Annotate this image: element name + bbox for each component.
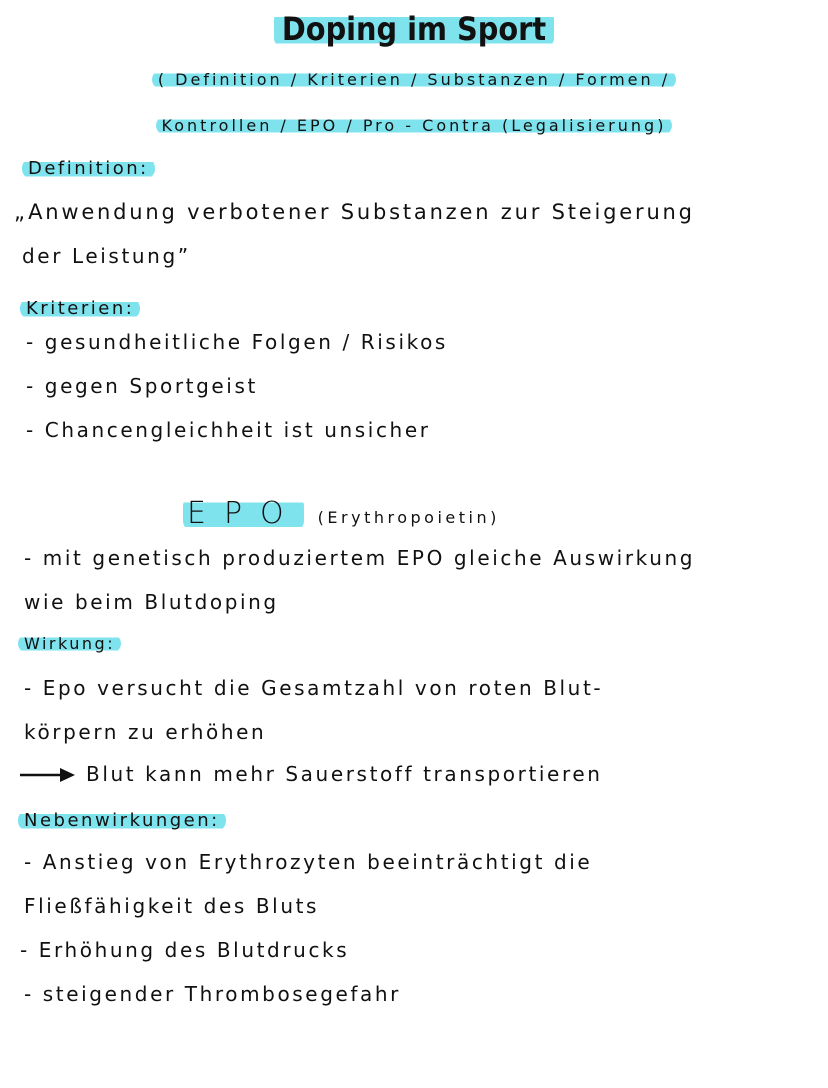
page-title	[0, 10, 828, 48]
nebenwirkungen-line-3: - Erhöhung des Blutdrucks	[20, 938, 350, 962]
wirkung-line-3	[20, 762, 603, 788]
definition-line-2: der Leistung”	[22, 244, 191, 268]
kriterien-item-3: - Chancengleichheit ist unsicher	[26, 418, 431, 442]
epo-abbreviation: EPO	[183, 496, 304, 531]
wirkung-line-3-text: Blut kann mehr Sauerstoff transportieren	[86, 762, 603, 786]
kriterien-item-1: - gesundheitliche Folgen / Risikos	[26, 330, 448, 354]
definition-heading-text: Definition:	[22, 158, 155, 179]
subtitle-line-2	[0, 116, 828, 135]
wirkung-heading	[18, 634, 121, 653]
wirkung-line-1: - Epo versucht die Gesamtzahl von roten Blut-	[24, 676, 604, 700]
page-title-text: Doping im Sport	[274, 10, 554, 48]
subtitle-line-1	[0, 70, 828, 89]
definition-line-1: „Anwendung verbotener Substanzen zur Steigerung	[14, 200, 695, 224]
epo-line-1: - mit genetisch produziertem EPO gleiche Auswirkung	[24, 546, 696, 570]
kriterien-heading	[20, 298, 140, 319]
wirkung-heading-text: Wirkung:	[18, 634, 121, 653]
nebenwirkungen-line-1: - Anstieg von Erythrozyten beeinträchtigt die	[24, 850, 593, 874]
definition-heading	[22, 158, 155, 179]
nebenwirkungen-line-2: Fließfähigkeit des Bluts	[24, 894, 320, 918]
right-arrow-icon	[20, 764, 76, 788]
epo-heading	[183, 496, 500, 531]
subtitle-line-2-text: Kontrollen / EPO / Pro - Contra (Legalisierung)	[156, 116, 673, 135]
kriterien-item-2: - gegen Sportgeist	[26, 374, 258, 398]
nebenwirkungen-heading	[18, 810, 226, 831]
nebenwirkungen-heading-text: Nebenwirkungen:	[18, 810, 226, 831]
epo-line-2: wie beim Blutdoping	[24, 590, 279, 614]
wirkung-line-2: körpern zu erhöhen	[24, 720, 267, 744]
kriterien-heading-text: Kriterien:	[20, 298, 140, 319]
subtitle-line-1-text: ( Definition / Kriterien / Substanzen / Formen /	[152, 70, 676, 89]
nebenwirkungen-line-4: - steigender Thrombosegefahr	[24, 982, 401, 1006]
epo-full-name: (Erythropoietin)	[317, 508, 500, 527]
